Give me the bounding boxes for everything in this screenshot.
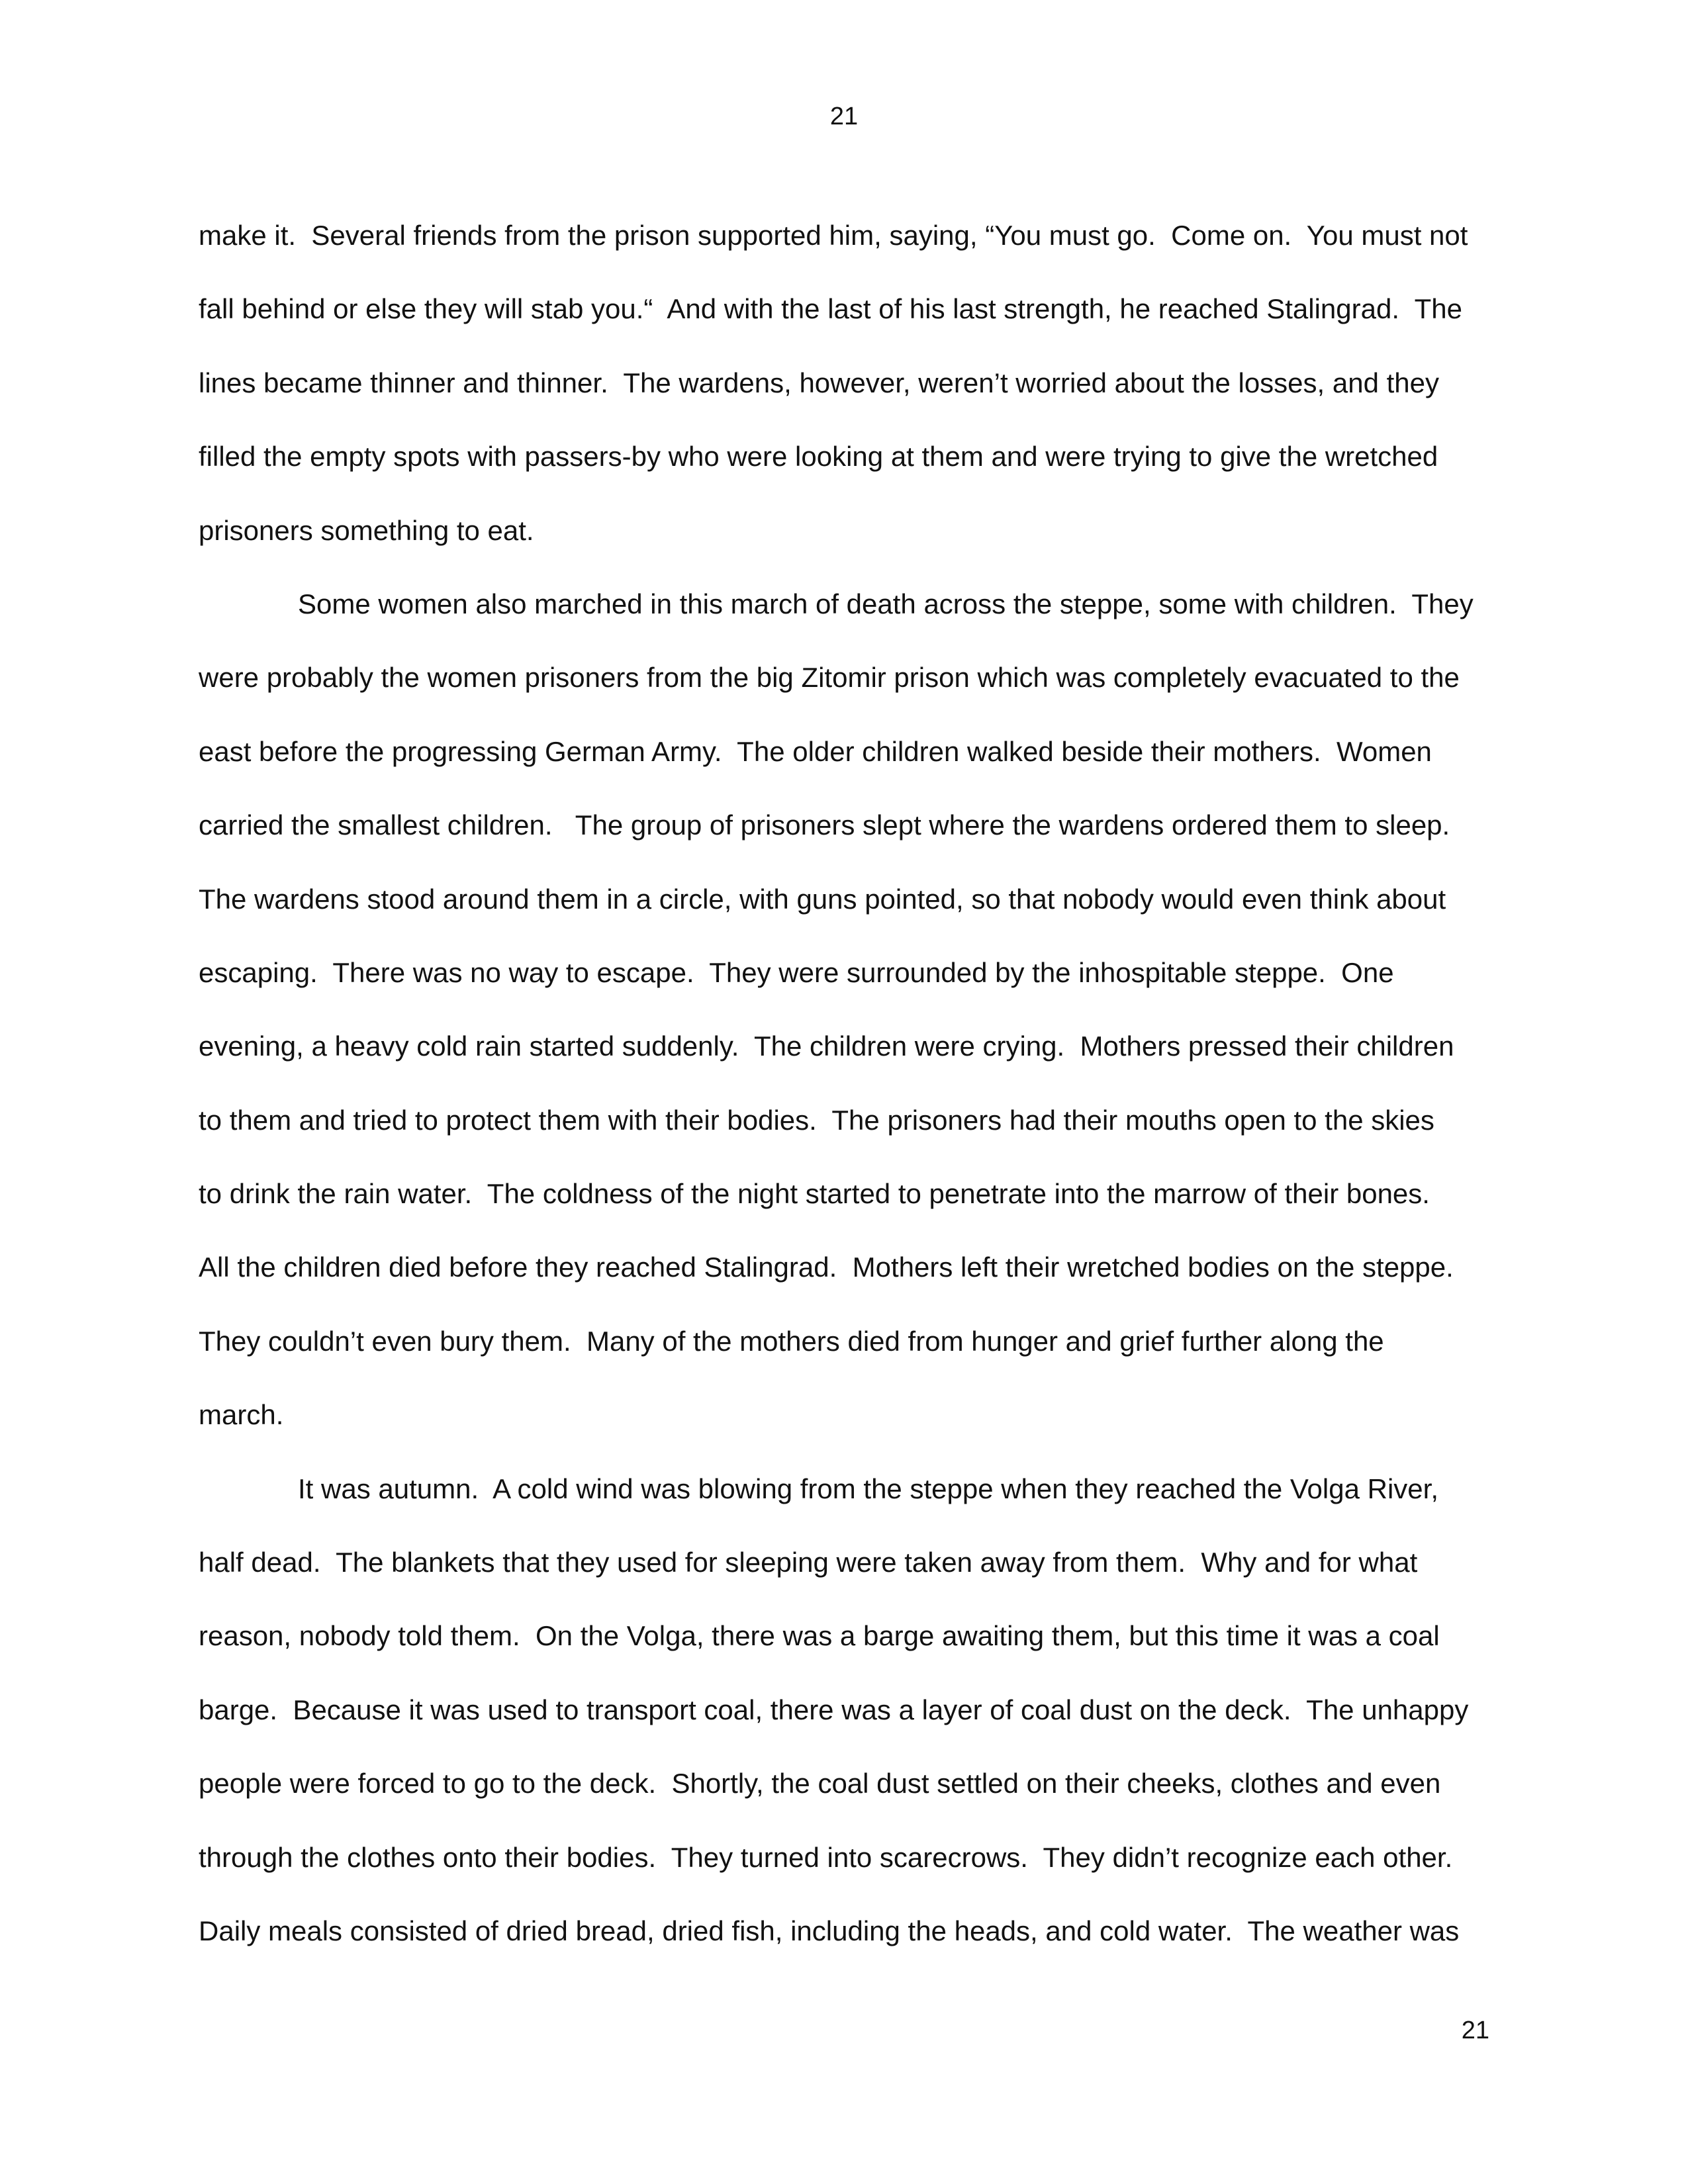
text-line: evening, a heavy cold rain started suddenly. The children were crying. Mothers pressed their children	[199, 1030, 1454, 1062]
text-line: It was autumn. A cold wind was blowing from the steppe when they reached the Volga River,	[298, 1473, 1438, 1504]
header-page-number: 21	[829, 103, 859, 130]
text-line: prisoners something to eat.	[199, 514, 534, 546]
text-line: east before the progressing German Army. The older children walked beside their mothers. Women	[199, 735, 1432, 767]
text-line: Some women also marched in this march of death across the steppe, some with children. They	[298, 588, 1474, 619]
text-line: to them and tried to protect them with their bodies. The prisoners had their mouths open to the skies	[199, 1104, 1434, 1136]
text-line: carried the smallest children. The group of prisoners slept where the wardens ordered them to sleep.	[199, 809, 1450, 841]
text-line: half dead. The blankets that they used for sleeping were taken away from them. Why and for what	[199, 1547, 1418, 1578]
body-text	[199, 199, 1509, 1968]
text-line: Daily meals consisted of dried bread, dried fish, including the heads, and cold water. The weather was	[199, 1915, 1460, 1946]
text-line: They couldn’t even bury them. Many of the mothers died from hunger and grief further along the	[199, 1325, 1384, 1357]
text-line: escaping. There was no way to escape. They were surrounded by the inhospitable steppe. One	[199, 956, 1394, 988]
text-line: make it. Several friends from the prison supported him, saying, “You must go. Come on. You must not	[199, 220, 1468, 251]
text-line: people were forced to go to the deck. Shortly, the coal dust settled on their cheeks, clothes and even	[199, 1768, 1441, 1799]
text-line: barge. Because it was used to transport coal, there was a layer of coal dust on the deck. The unhappy	[199, 1694, 1469, 1725]
footer-page-number: 21	[1461, 2017, 1489, 2044]
text-line: lines became thinner and thinner. The wardens, however, weren’t worried about the losses, and they	[199, 367, 1440, 398]
text-line: march.	[199, 1399, 284, 1431]
text-line: were probably the women prisoners from the big Zitomir prison which was completely evacuated to the	[199, 662, 1460, 694]
text-line: All the children died before they reached Stalingrad. Mothers left their wretched bodies on the steppe.	[199, 1251, 1454, 1283]
text-line: filled the empty spots with passers-by who were looking at them and were trying to give the wretched	[199, 441, 1438, 473]
text-line: through the clothes onto their bodies. They turned into scarecrows. They didn’t recognize each other.	[199, 1841, 1453, 1873]
text-line: The wardens stood around them in a circle, with guns pointed, so that nobody would even think about	[199, 883, 1446, 915]
text-line: fall behind or else they will stab you.“ And with the last of his last strength, he reached Stalingrad. The	[199, 293, 1462, 325]
text-line: to drink the rain water. The coldness of the night started to penetrate into the marrow of their bones.	[199, 1178, 1430, 1210]
text-line: reason, nobody told them. On the Volga, there was a barge awaiting them, but this time it was a coal	[199, 1620, 1440, 1652]
